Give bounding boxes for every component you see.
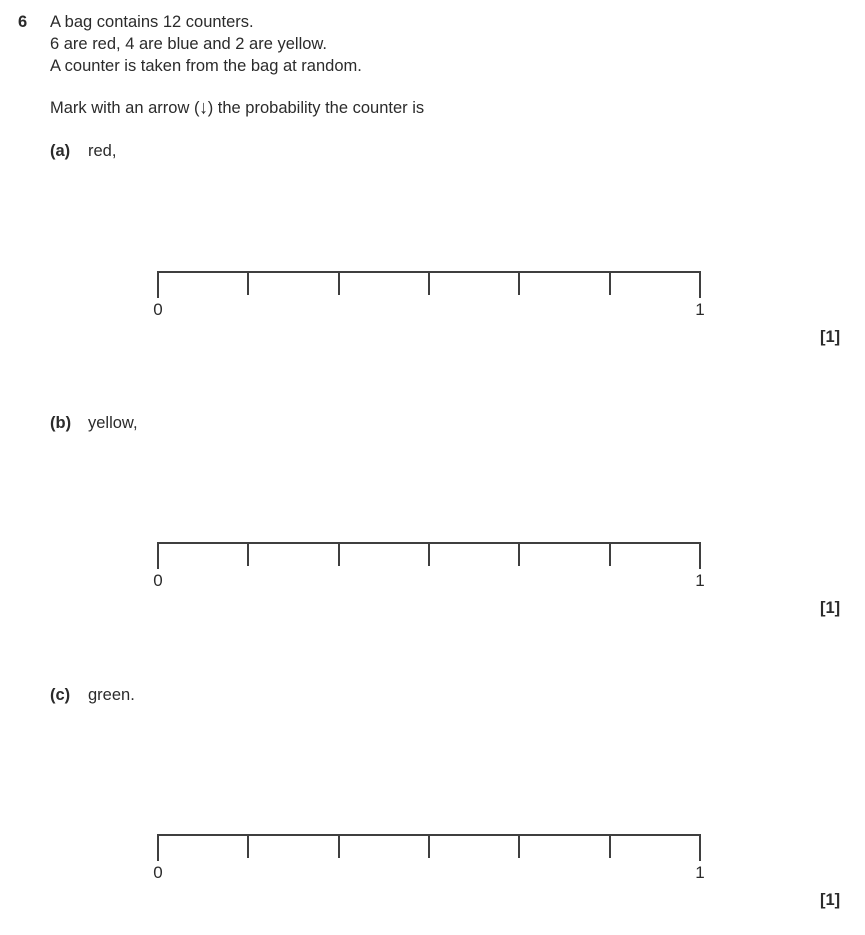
tick-mark — [609, 542, 611, 566]
tick-mark — [699, 271, 701, 298]
intro-line-3: A counter is taken from the bag at random. — [50, 57, 362, 75]
down-arrow-icon: ↓ — [199, 97, 208, 119]
tick-mark — [247, 834, 249, 858]
tick-mark — [247, 542, 249, 566]
number-line-b-ticks — [158, 542, 700, 572]
part-b-label: (b) — [50, 414, 72, 432]
question-intro — [50, 11, 362, 77]
tick-mark — [518, 271, 520, 295]
part-c-marks-badge: [1] — [820, 891, 841, 909]
part-b-heading — [50, 412, 138, 434]
question-number: 6 — [18, 13, 28, 31]
number-line-a-zero-label: 0 — [153, 300, 163, 319]
number-line-a-one-label: 1 — [695, 300, 705, 319]
instruction-pre: Mark with an arrow ( — [50, 99, 200, 117]
tick-mark — [157, 834, 159, 861]
part-a-heading — [50, 140, 116, 162]
tick-mark — [518, 834, 520, 858]
part-b-marks-badge: [1] — [820, 599, 841, 617]
number-line-a — [153, 271, 705, 331]
intro-line-1: A bag contains 12 counters. — [50, 13, 254, 31]
number-line-c — [153, 834, 705, 894]
number-line-c-one-label: 1 — [695, 863, 705, 882]
number-line-c-ticks — [158, 834, 700, 864]
part-c-text: green. — [88, 686, 135, 704]
number-line-b-one-label: 1 — [695, 571, 705, 590]
part-c-label: (c) — [50, 686, 71, 704]
instruction-text — [50, 97, 424, 119]
part-a-text: red, — [88, 142, 117, 160]
intro-line-2: 6 are red, 4 are blue and 2 are yellow. — [50, 35, 328, 53]
tick-mark — [428, 271, 430, 295]
tick-mark — [338, 834, 340, 858]
tick-mark — [699, 834, 701, 861]
tick-mark — [518, 542, 520, 566]
tick-mark — [157, 542, 159, 569]
number-line-b-zero-label: 0 — [153, 571, 163, 590]
number-line-c-zero-label: 0 — [153, 863, 163, 882]
tick-mark — [609, 834, 611, 858]
tick-mark — [338, 542, 340, 566]
tick-mark — [428, 542, 430, 566]
tick-mark — [338, 271, 340, 295]
instruction-post: ) the probability the counter is — [207, 99, 425, 117]
tick-mark — [428, 834, 430, 858]
tick-mark — [609, 271, 611, 295]
number-line-b — [153, 542, 705, 602]
tick-mark — [699, 542, 701, 569]
tick-mark — [247, 271, 249, 295]
part-b-text: yellow, — [88, 414, 138, 432]
part-a-label: (a) — [50, 142, 71, 160]
number-line-a-ticks — [158, 271, 700, 301]
part-a-marks-badge: [1] — [820, 328, 841, 346]
tick-mark — [157, 271, 159, 298]
part-c-heading — [50, 684, 135, 706]
